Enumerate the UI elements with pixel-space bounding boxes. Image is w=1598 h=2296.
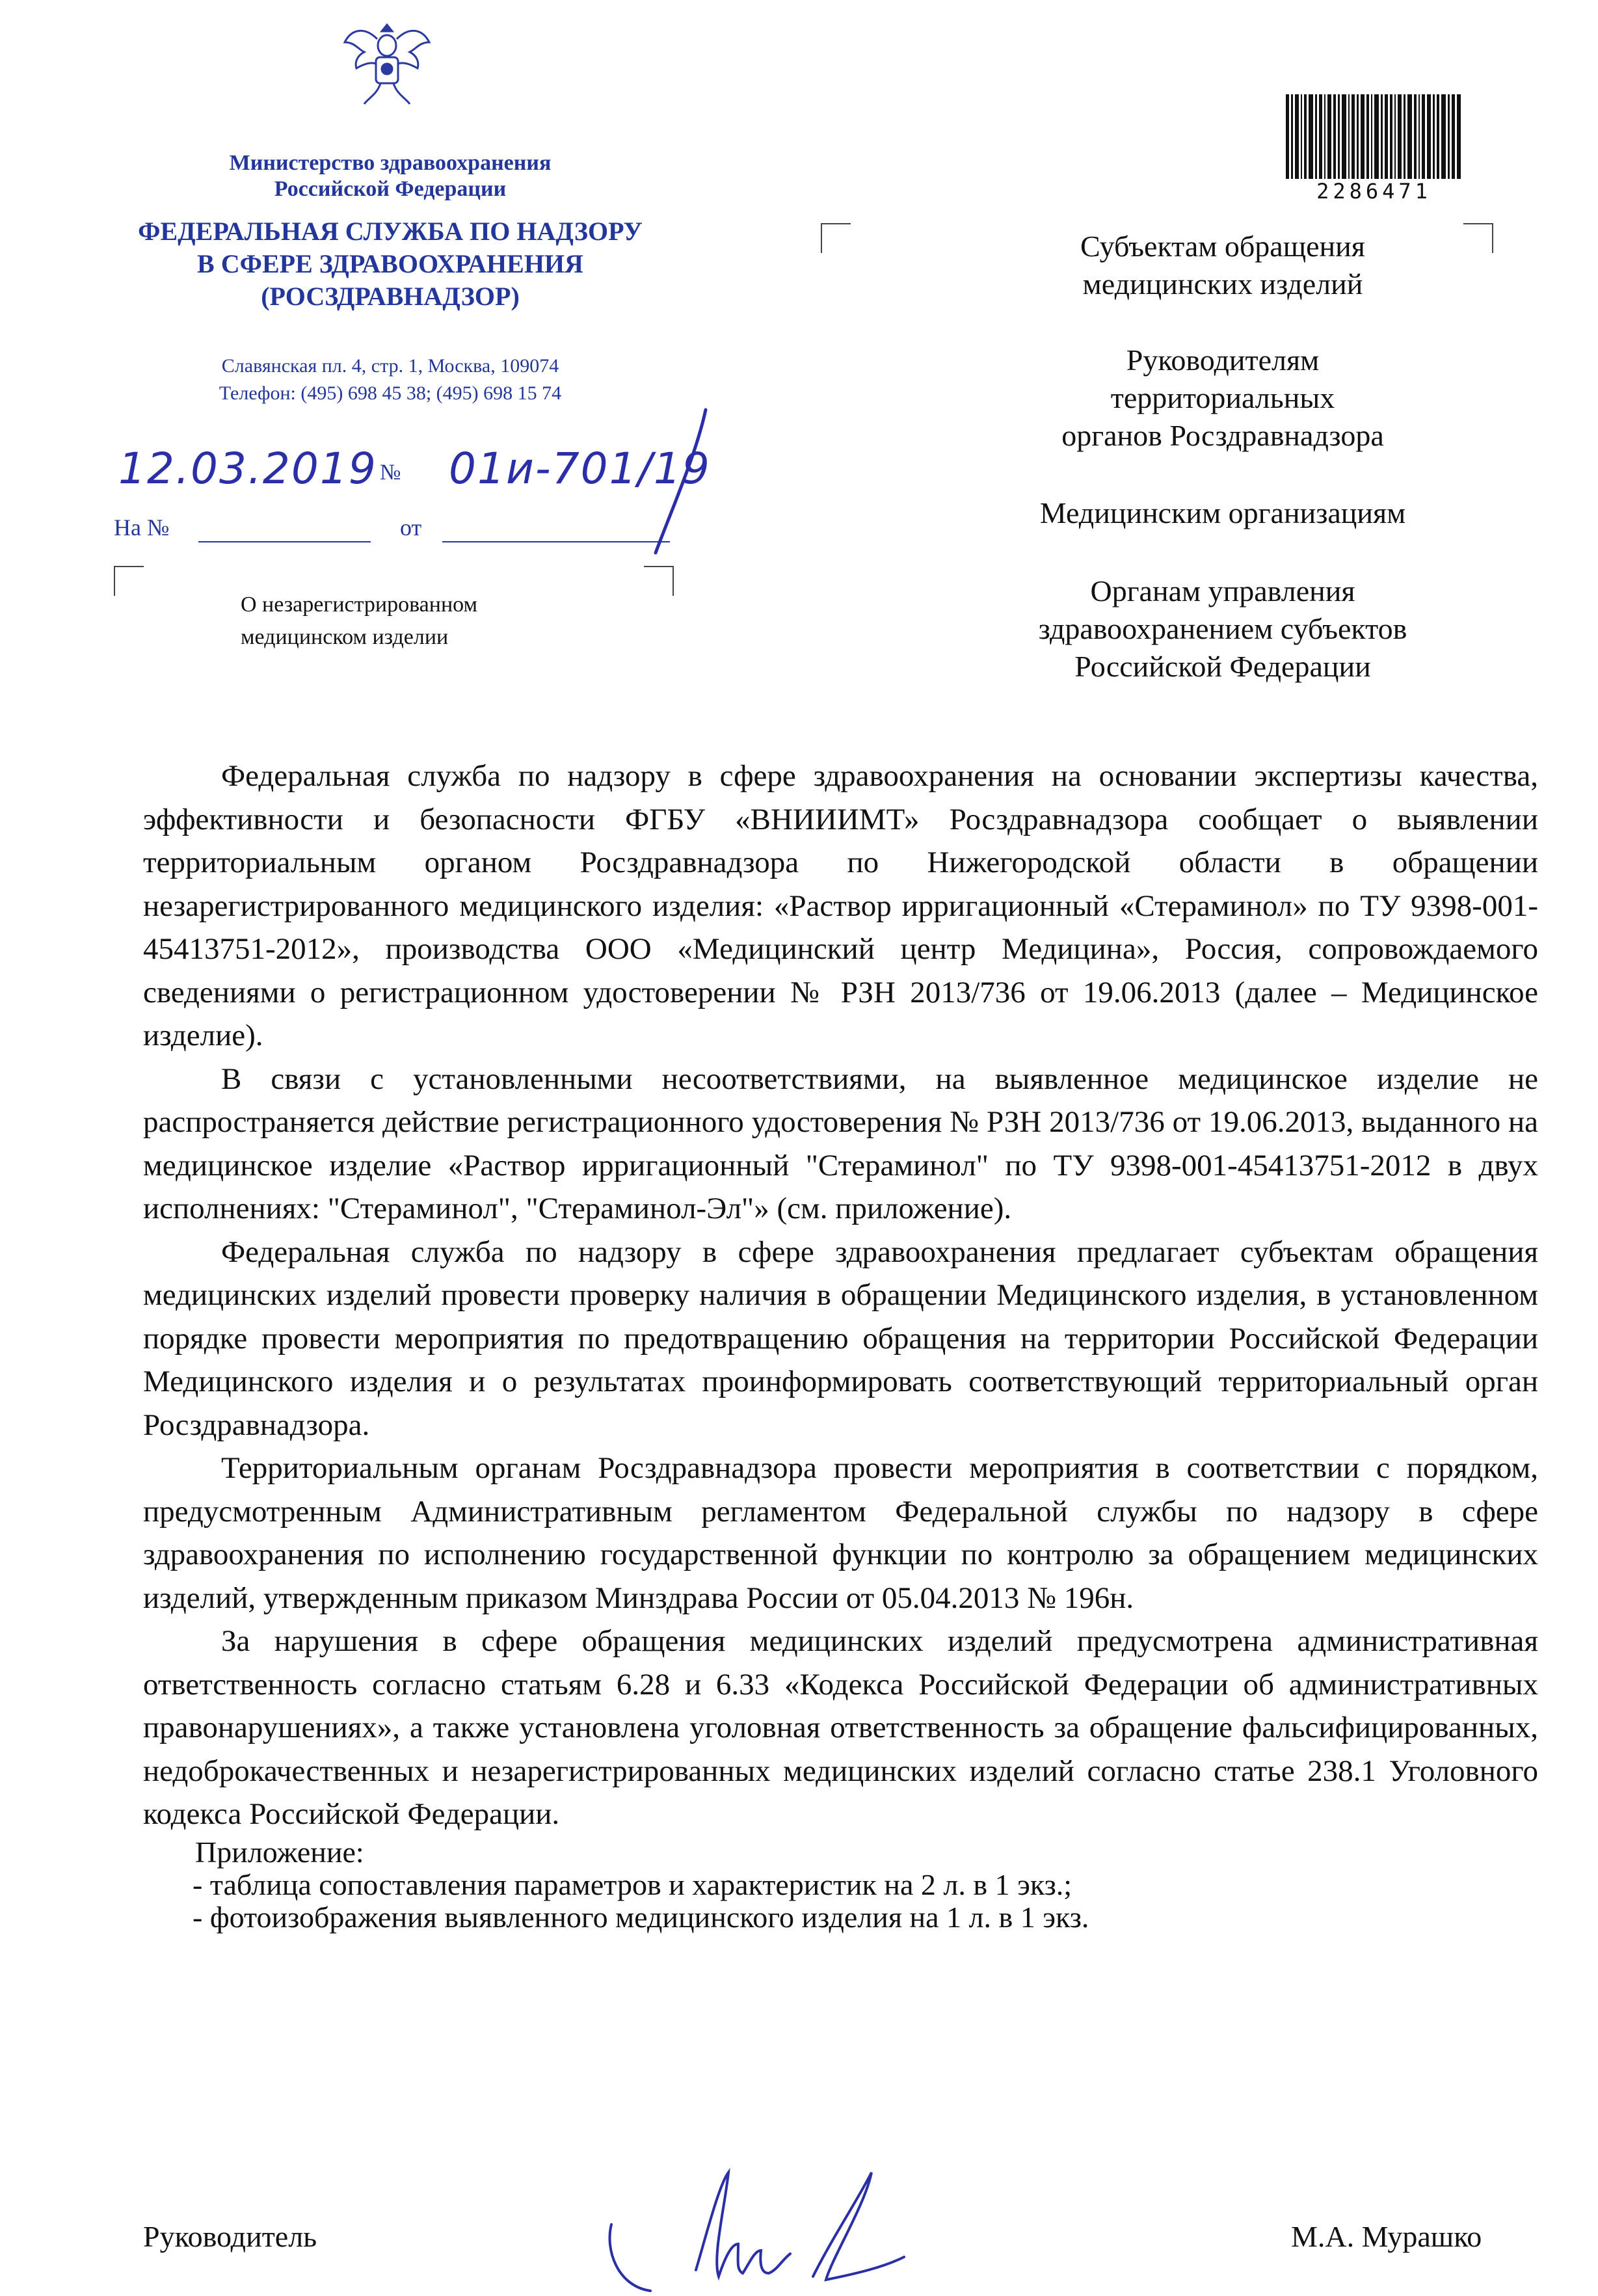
addressee-line: Субъектам обращения (1080, 230, 1365, 263)
letter-body (143, 754, 1538, 1934)
subject-line1: О незарегистрированном (241, 593, 478, 617)
body-paragraph: Территориальным органам Росздравнадзора провести мероприятия в соответствии с порядком, предусмотренным Административным регламентом Федеральной службы по надзору в сфере здравоохранения по исполнению государственной функции по контролю за обращением медицинских изделий, утвержденным приказом Минздрава России от 05.04.2013 № 196н. (143, 1451, 1538, 1615)
signatory-title: Руководитель (143, 2220, 317, 2253)
addressee-line: здравоохранением субъектов (1038, 612, 1407, 645)
subject-line2: медицинском изделии (241, 625, 449, 649)
outgoing-number-sign: № (380, 461, 401, 485)
addressee (956, 228, 1489, 303)
coat-of-arms-emblem (338, 13, 436, 111)
addressee-line: территориальных (1110, 381, 1335, 414)
ministry-name-line1: Министерство здравоохранения (229, 151, 552, 175)
body-paragraph: Федеральная служба по надзору в сфере здравоохранения предлагает субъектам обращения медицинских изделий провести проверку наличия в обращении Медицинского изделия, в установленном порядке провести мероприятия по предотвращению обращения на территории Российской Федерации Медицинского изделия и о результатах проинформировать соответствующий территориальный орган Росздравнадзора. (143, 1235, 1538, 1442)
letterhead-phone: Телефон: (495) 698 45 38; (495) 698 15 74 (219, 382, 562, 404)
addressee-line: Органам управления (1090, 574, 1355, 607)
reference-number-field (198, 541, 371, 542)
reference-from-label: от (400, 514, 422, 541)
subject-corner-left (114, 566, 144, 596)
service-name-line1: ФЕДЕРАЛЬНАЯ СЛУЖБА ПО НАДЗОРУ (138, 217, 643, 246)
appendix-title: Приложение: (195, 1835, 364, 1869)
letterhead-address: Славянская пл. 4, стр. 1, Москва, 109074 (221, 355, 559, 377)
reference-date-field (442, 541, 670, 542)
ministry-name-line2: Российской Федерации (274, 177, 507, 201)
signatory-name: М.А. Мурашко (1291, 2220, 1482, 2253)
addressee-line: Руководителям (1126, 343, 1320, 377)
addressee-line: Российской Федерации (1074, 650, 1371, 683)
handwritten-signature (598, 2146, 937, 2296)
outgoing-number: 01и-701/19 (449, 444, 711, 494)
addressee (956, 341, 1489, 455)
addressee (956, 572, 1489, 686)
addressee-line: медицинских изделий (1082, 267, 1363, 300)
barcode-number: 2286471 (1316, 179, 1432, 204)
letter-subject (241, 589, 477, 654)
service-name-line2: В СФЕРЕ ЗДРАВООХРАНЕНИЯ (197, 249, 583, 278)
appendix-item: - таблица сопоставления параметров и характеристик на 2 л. в 1 экз.; (193, 1867, 1072, 1901)
appendix-item: - фотоизображения выявленного медицинского изделия на 1 л. в 1 экз. (193, 1900, 1089, 1934)
service-name-line3: (РОСЗДРАВНАДЗОР) (261, 282, 520, 311)
barcode (1285, 94, 1463, 179)
addressee-corner-left (821, 223, 851, 253)
body-paragraph: В связи с установленными несоответствиями, на выявленное медицинское изделие не распространяется действие регистрационного удостоверения № РЗН 2013/736 от 19.06.2013, выданного на медицинское изделие «Раствор ирригационный "Стераминол" по ТУ 9398-001-45413751-2012 в двух исполнениях: "Стераминол", "Стераминол-Эл"» (см. приложение). (143, 1061, 1538, 1225)
reference-number-label: На № (114, 514, 170, 541)
addressee-line: органов Росздравнадзора (1061, 419, 1384, 452)
outgoing-date: 12.03.2019 (118, 444, 377, 494)
appendix (143, 1836, 1538, 1934)
subject-corner-right (644, 566, 674, 596)
body-paragraph: За нарушения в сфере обращения медицинских изделий предусмотрена административная ответственность согласно статьям 6.28 и 6.33 «Кодекса Российской Федерации об административных правонарушениях», а также установлена уголовная ответственность за обращение фальсифицированных, недоброкачественных и незарегистрированных медицинских изделий согласно статье 238.1 Уголовного кодекса Российской Федерации. (143, 1624, 1538, 1831)
handwritten-slash (644, 403, 722, 559)
addressee (956, 494, 1489, 532)
body-paragraph: Федеральная служба по надзору в сфере здравоохранения на основании экспертизы качества, эффективности и безопасности ФГБУ «ВНИИИМТ» Росздравнадзора сообщает о выявлении территориальным органом Росздравнадзора по Нижегородской области в обращении незарегистрированного медицинского изделия: «Раствор ирригационный «Стераминол» по ТУ 9398-001-45413751-2012», производства ООО «Медицинский центр Медицина», Россия, сопровождаемого сведениями о регистрационном удостоверении № РЗН 2013/736 от 19.06.2013 (далее – Медицинское изделие). (143, 759, 1538, 1052)
addressee-line: Медицинским организациям (1039, 496, 1406, 529)
